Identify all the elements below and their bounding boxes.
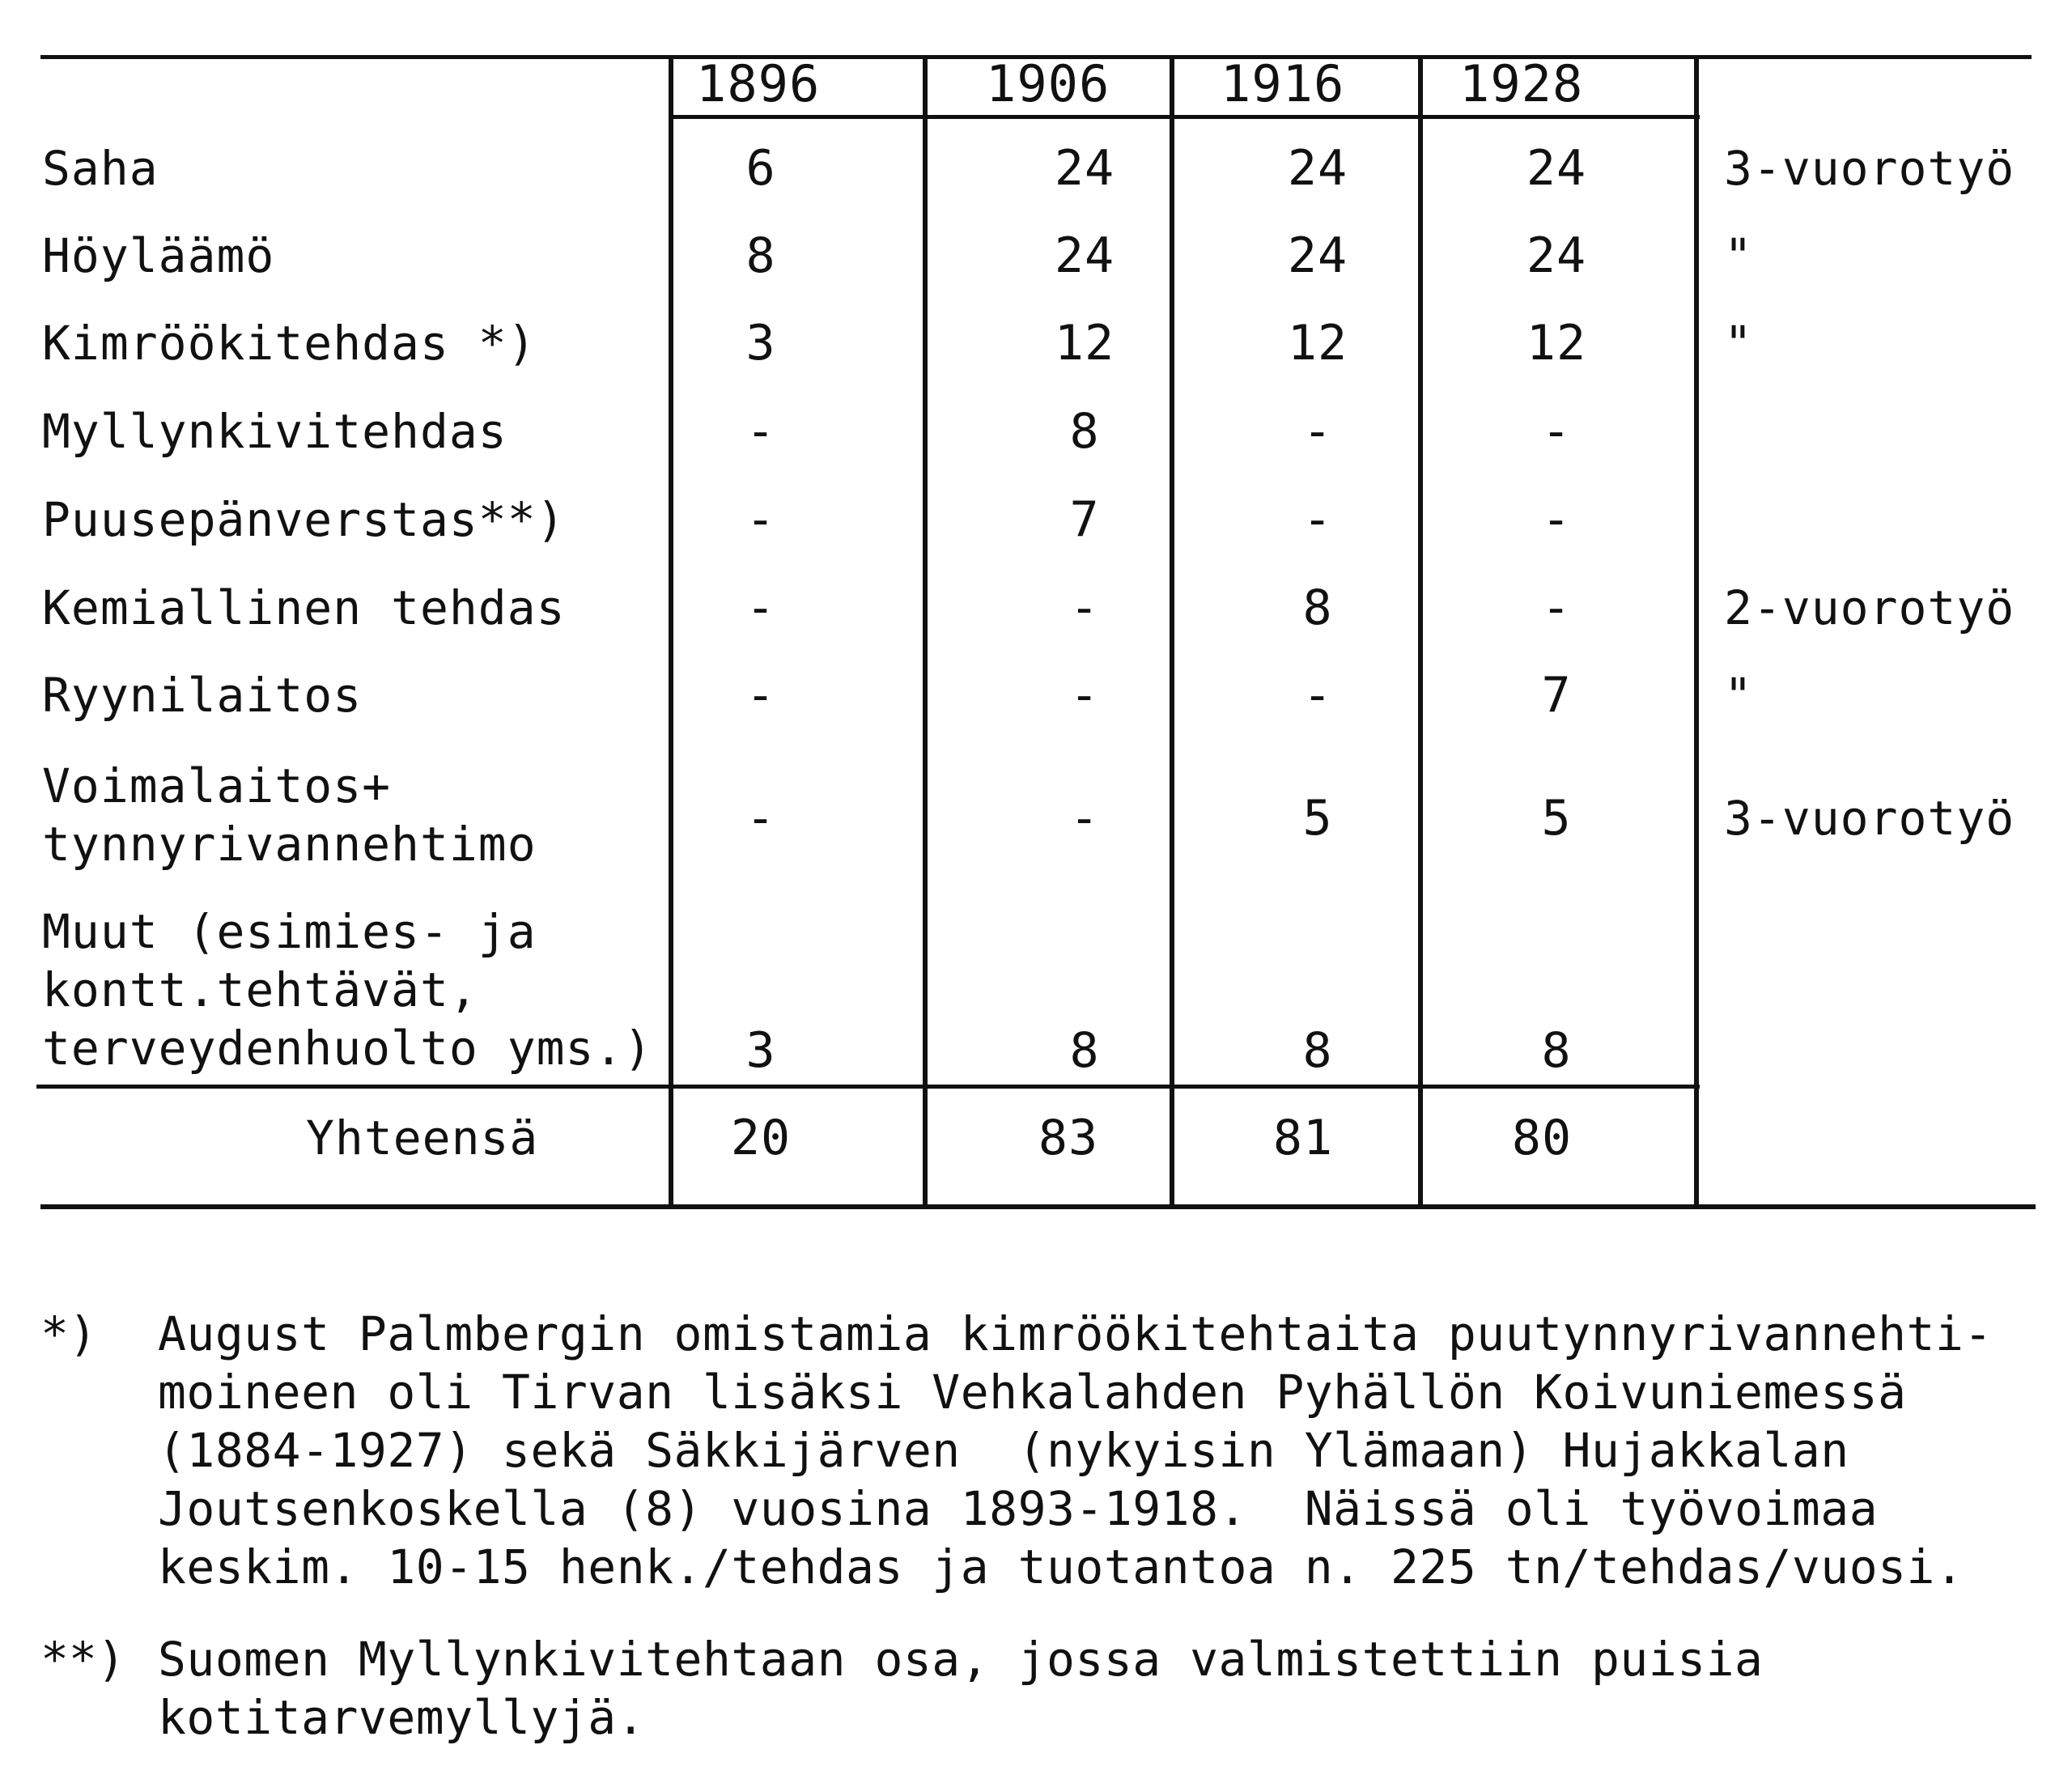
row-label: kontt.tehtävät, <box>42 962 478 1017</box>
year-header: 1906 <box>986 54 1110 113</box>
row-value: 12 <box>1054 315 1115 372</box>
shift-note: 2-vuorotyö <box>1724 580 2015 635</box>
column-divider-0 <box>669 57 673 1206</box>
row-value: 3 <box>745 1022 776 1079</box>
row-value: 5 <box>1302 790 1333 847</box>
footnote-mark: **) <box>40 1632 125 1687</box>
row-value: 12 <box>1287 315 1348 372</box>
row-value: 24 <box>1054 140 1115 197</box>
footnote-line: moineen oli Tirvan lisäksi Vehkalahden Pyhällön Koivuniemessä <box>158 1365 1907 1420</box>
row-label: tynnyrivannehtimo <box>42 817 537 872</box>
column-divider-4 <box>1694 57 1699 1206</box>
shift-note: 3-vuorotyö <box>1724 141 2015 196</box>
footnote-line: (1884-1927) sekä Säkkijärven (nykyisin Ylämaan) Hujakkalan <box>158 1423 1849 1478</box>
shift-note: " <box>1724 668 1753 723</box>
row-label: Höyläämö <box>42 228 275 283</box>
row-value: - <box>1541 491 1572 548</box>
total-value: 20 <box>730 1110 792 1166</box>
row-value: 8 <box>1069 1022 1100 1079</box>
footnote-line: kotitarvemyllyjä. <box>158 1690 646 1745</box>
row-value: - <box>745 403 776 460</box>
row-value: 24 <box>1526 227 1587 284</box>
row-value: 24 <box>1287 227 1348 284</box>
row-value: 24 <box>1287 140 1348 197</box>
row-value: - <box>1302 403 1333 460</box>
row-value: - <box>745 580 776 636</box>
footnote-line: August Palmbergin omistamia kimröökitehtaita puutynnyrivannehti- <box>158 1306 1993 1361</box>
shift-note: " <box>1724 316 1753 371</box>
column-divider-1 <box>923 57 928 1206</box>
row-label: Puusepänverstas**) <box>42 492 566 547</box>
row-label: Kemiallinen tehdas <box>42 580 566 635</box>
row-value: 7 <box>1541 667 1572 724</box>
row-value: 24 <box>1054 227 1115 284</box>
total-separator-rule <box>36 1085 1700 1089</box>
row-value: - <box>745 790 776 847</box>
row-label: Saha <box>42 141 159 196</box>
row-label: Muut (esimies- ja <box>42 904 537 959</box>
row-value: 8 <box>1541 1022 1572 1079</box>
row-value: - <box>745 491 776 548</box>
row-value: - <box>1302 667 1333 724</box>
column-divider-2 <box>1170 57 1174 1206</box>
row-value: - <box>1302 491 1333 548</box>
row-value: 5 <box>1541 790 1572 847</box>
row-value: 7 <box>1069 491 1100 548</box>
year-header: 1896 <box>696 54 821 113</box>
row-value: 8 <box>1069 403 1100 460</box>
row-value: 24 <box>1526 140 1587 197</box>
row-value: - <box>1069 790 1100 847</box>
shift-note: 3-vuorotyö <box>1724 791 2015 846</box>
total-value: 80 <box>1511 1110 1573 1166</box>
total-value: 83 <box>1038 1110 1099 1166</box>
footnote-line: Joutsenkoskella (8) vuosina 1893-1918. Näissä oli työvoimaa <box>158 1481 1879 1536</box>
shift-note: " <box>1724 228 1753 283</box>
row-value: 8 <box>745 227 776 284</box>
row-label: Ryynilaitos <box>42 668 363 723</box>
row-value: 8 <box>1302 1022 1333 1079</box>
year-header: 1916 <box>1221 54 1345 113</box>
row-value: - <box>1069 667 1100 724</box>
header-underline <box>670 115 1700 119</box>
row-value: 12 <box>1526 315 1587 372</box>
footnote-mark: *) <box>40 1306 97 1361</box>
row-value: - <box>745 667 776 724</box>
row-label: terveydenhuolto yms.) <box>42 1021 653 1076</box>
total-value: 81 <box>1272 1110 1334 1166</box>
row-label: Voimalaitos+ <box>42 758 392 813</box>
row-label: Myllynkivitehdas <box>42 404 507 459</box>
column-divider-3 <box>1418 57 1423 1206</box>
row-value: 6 <box>745 140 776 197</box>
table-bottom-rule <box>40 1204 2036 1209</box>
row-value: - <box>1541 403 1572 460</box>
footnote-line: keskim. 10-15 henk./tehdas ja tuotantoa n. 225 tn/tehdas/vuosi. <box>158 1539 1964 1594</box>
row-label: Kimröökitehdas *) <box>42 316 537 371</box>
total-label: Yhteensä <box>306 1110 539 1165</box>
row-value: - <box>1069 580 1100 636</box>
row-value: 8 <box>1302 580 1333 636</box>
row-value: 3 <box>745 315 776 372</box>
row-value: - <box>1541 580 1572 636</box>
footnote-line: Suomen Myllynkivitehtaan osa, jossa valmistettiin puisia <box>158 1632 1764 1687</box>
year-header: 1928 <box>1459 54 1584 113</box>
